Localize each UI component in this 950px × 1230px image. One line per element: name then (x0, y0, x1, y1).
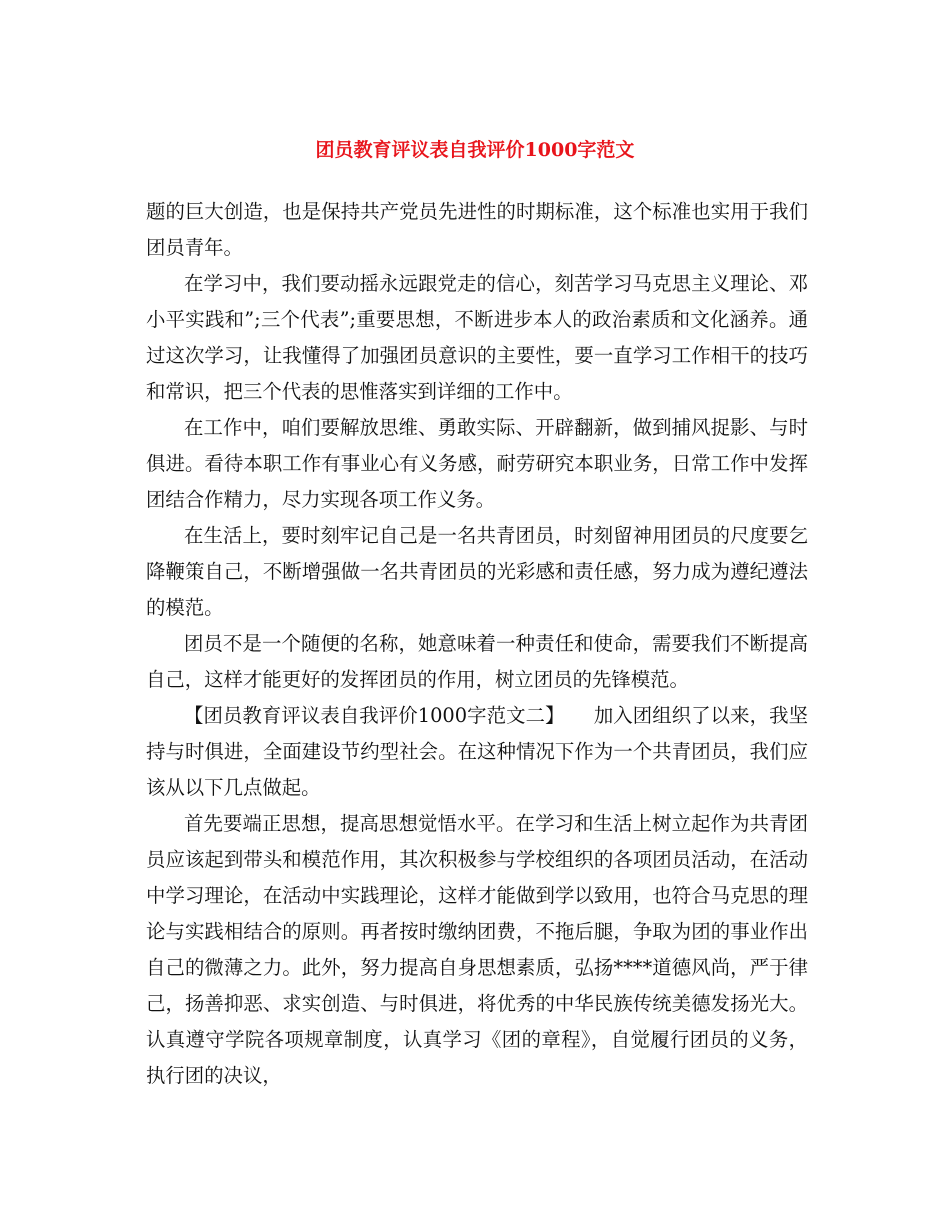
paragraph-6: 【团员教育评议表自我评价1000字范文二】 加入团组织了以来，我坚持与时俱进，全面建设节约型社会。在这种情况下作为一个共青团员，我们应该从以下几点做起。 (146, 704, 808, 799)
document-body (146, 194, 808, 1094)
paragraph-1: 题的巨大创造，也是保持共产党员先进性的时期标准，这个标准也实用于我们团员青年。 (146, 200, 808, 259)
paragraph-7: 首先要端正思想，提高思想觉悟水平。在学习和生活上树立起作为共青团员应该起到带头和模范作用，其次积极参与学校组织的各项团员活动，在活动中学习理论，在活动中实践理论，这样才能做到学以致用，也符合马克思的理论与实践相结合的原则。再者按时缴纳团费，不拖后腿，争取为团的事业作出自己的微薄之力。此外，努力提高自身思想素质，弘扬****道德风尚，严于律己，扬善抑恶、求实创造、与时俱进，将优秀的中华民族传统美德发扬光大。认真遵守学院各项规章制度，认真学习《团的章程》，自觉履行团员的义务，执行团的决议， (146, 812, 808, 1087)
paragraph-3: 在工作中，咱们要解放思维、勇敢实际、开辟翻新，做到捕风捉影、与时俱进。看待本职工作有事业心有义务感，耐劳研究本职业务，日常工作中发挥团结合作精力，尽力实现各项工作义务。 (146, 416, 808, 511)
document-title: 团员教育评议表自我评价1000字范文 (315, 139, 635, 161)
paragraph-2: 在学习中，我们要动摇永远跟党走的信心，刻苦学习马克思主义理论、邓小平实践和”;三个代表”;重要思想，不断进步本人的政治素质和文化涵养。通过这次学习，让我懂得了加强团员意识的主要性，要一直学习工作相干的技巧和常识，把三个代表的思惟落实到详细的工作中。 (146, 272, 808, 403)
paragraph-4: 在生活上，要时刻牢记自己是一名共青团员，时刻留神用团员的尺度要乞降鞭策自己，不断增强做一名共青团员的光彩感和责任感，努力成为遵纪遵法的模范。 (146, 524, 808, 619)
paragraph-5: 团员不是一个随便的名称，她意味着一种责任和使命，需要我们不断提高自己，这样才能更好的发挥团员的作用，树立团员的先锋模范。 (146, 632, 808, 691)
